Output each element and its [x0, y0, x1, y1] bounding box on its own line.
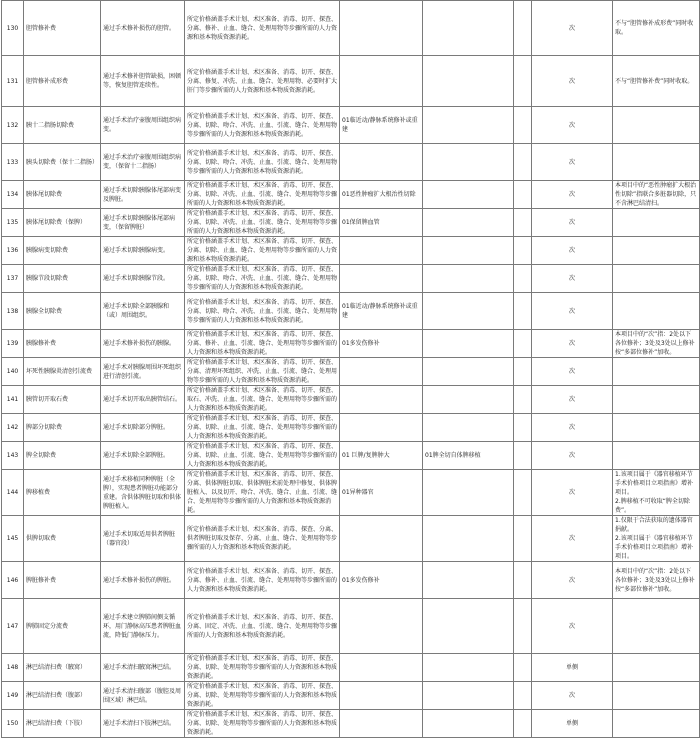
charge-unit: 次: [532, 330, 613, 358]
extension-item: [423, 414, 514, 442]
item-content: 所定价格涵盖手术计划、术区准备、消毒、切开、探查、分离、切除、止血、引流、缝合、处理用物等步骤所需的人力资源和基本物质资源消耗。: [185, 414, 340, 442]
item-note: [613, 386, 700, 414]
blank-cell: [514, 107, 532, 144]
item-description: 通过手术治疗壶腹周围组织病变，（保留十二指肠）: [101, 144, 185, 181]
item-description: 通过手术清扫下肢淋巴结。: [101, 710, 185, 738]
blank-cell: [514, 682, 532, 710]
table-row: [2, 470, 700, 516]
row-number: 143: [2, 442, 24, 470]
row-number: 130: [2, 1, 24, 56]
item-name: 坏死性胰腺炎清创引流费: [24, 358, 101, 386]
extension-item: 01脾全切自体脾移植: [423, 442, 514, 470]
item-note: [613, 654, 700, 682]
item-content: 所定价格涵盖手术计划、术区准备、消毒、切开、探查、分离、切除、处理用物等步骤所需的人力资源和基本物质资源消耗。: [185, 710, 340, 738]
base-surcharge: [340, 386, 423, 414]
extension-item: [423, 144, 514, 181]
charge-unit: 次: [532, 516, 613, 562]
row-number: 145: [2, 516, 24, 562]
item-name: 脾肺固定分流费: [24, 599, 101, 654]
charge-unit: 次: [532, 358, 613, 386]
item-name: 淋巴结清扫费（腹部）: [24, 682, 101, 710]
item-name: 胰管切开取石费: [24, 386, 101, 414]
base-surcharge: [340, 682, 423, 710]
row-number: 148: [2, 654, 24, 682]
base-surcharge: 01临近动/静脉系统修补或重建: [340, 107, 423, 144]
item-description: 通过手术建立脾肺间侧支循环，用门静脉高压患者脾脏血流，降低门静脉压力。: [101, 599, 185, 654]
blank-cell: [514, 330, 532, 358]
row-number: 142: [2, 414, 24, 442]
item-note: [613, 414, 700, 442]
item-content: 所定价格涵盖手术计划、术区准备、消毒、切开、探查、分离、切除、吻合、冲洗、止血、引流、缝合、处理用物等步骤所需的人力资源和基本物质资源消耗。: [185, 107, 340, 144]
base-surcharge: 01保留脾血管: [340, 209, 423, 237]
item-description: 通过手术切除胰腺节段。: [101, 265, 185, 293]
blank-cell: [514, 442, 532, 470]
item-description: 通过手术移植同种脾脏（全脾），实现患者脾脏功能部分重建。含供体脾脏切取和供体脾脏植入。: [101, 470, 185, 516]
item-content: 所定价格涵盖手术计划、术区准备、消毒、切开、探查、分离、切除、止血、缝合、处理用物等步骤所需的人力资源和基本物质资源消耗。: [185, 237, 340, 265]
charge-unit: 次: [532, 562, 613, 599]
item-content: 所定价格涵盖手术计划、术区准备、消毒、探查、分离、供者脾脏切取及保存、分离、止血、缝合、处理用物等步骤所需的人力资源和基本物质资源消耗。: [185, 516, 340, 562]
base-surcharge: [340, 265, 423, 293]
item-description: 通过手术切开取出胰管结石。: [101, 386, 185, 414]
item-note: [613, 209, 700, 237]
charge-unit: 次: [532, 470, 613, 516]
charge-unit: 次: [532, 237, 613, 265]
table-row: [2, 265, 700, 293]
charge-unit: 次: [532, 442, 613, 470]
base-surcharge: [340, 237, 423, 265]
extension-item: [423, 710, 514, 738]
table-row: [2, 330, 700, 358]
table-row: [2, 358, 700, 386]
extension-item: [423, 209, 514, 237]
row-number: 138: [2, 293, 24, 330]
item-name: 脾部分切除费: [24, 414, 101, 442]
item-description: 通过手术修补胆管缺损，困顿等，恢复胆管连续性。: [101, 56, 185, 107]
blank-cell: [514, 293, 532, 330]
base-surcharge: [340, 516, 423, 562]
row-number: 147: [2, 599, 24, 654]
item-content: 所定价格涵盖手术计划、术区准备、消毒、切开、探查、分离、切除、冲洗、止血、引流、缝合、处理用物等步骤所需的人力资源和基本物质资源消耗。: [185, 209, 340, 237]
extension-item: [423, 265, 514, 293]
row-number: 144: [2, 470, 24, 516]
row-number: 134: [2, 181, 24, 209]
base-surcharge: [340, 56, 423, 107]
table-row: [2, 237, 700, 265]
charge-unit: 单侧: [532, 654, 613, 682]
blank-cell: [514, 562, 532, 599]
item-description: 通过手术切除全部脾脏。: [101, 442, 185, 470]
table-row: [2, 56, 700, 107]
charge-unit: 单侧: [532, 710, 613, 738]
item-description: 通过手术修补损伤的胰腺。: [101, 330, 185, 358]
blank-cell: [514, 181, 532, 209]
item-name: 胰头切除费（保十二指肠）: [24, 144, 101, 181]
charge-unit: 次: [532, 599, 613, 654]
base-surcharge: [340, 358, 423, 386]
table-row: [2, 516, 700, 562]
item-content: 所定价格涵盖手术计划、术区准备、消毒、切开、探查、分离、切除、吻合、冲洗、止血、引流、缝合、处理用物等步骤所需的人力资源和基本物质资源消耗。: [185, 293, 340, 330]
extension-item: [423, 56, 514, 107]
blank-cell: [514, 144, 532, 181]
item-name: 淋巴结清扫费（下肢）: [24, 710, 101, 738]
base-surcharge: [340, 414, 423, 442]
charge-unit: 次: [532, 1, 613, 56]
extension-item: [423, 1, 514, 56]
table-row: [2, 654, 700, 682]
item-note: [613, 682, 700, 710]
blank-cell: [514, 265, 532, 293]
base-surcharge: [340, 654, 423, 682]
charge-unit: 次: [532, 181, 613, 209]
row-number: 132: [2, 107, 24, 144]
table-row: [2, 181, 700, 209]
item-name: 胰腺修补费: [24, 330, 101, 358]
blank-cell: [514, 386, 532, 414]
item-note: 本项目中的“次”指：2处以下各位修补；3处及3处以上修补按“多部位修补”加收。: [613, 562, 700, 599]
extension-item: [423, 386, 514, 414]
item-note: 1.该项目属于《器官移植环节手术价格项目立项指南》增补项目。 2.脾移植不可收取“脾全切除费”。: [613, 470, 700, 516]
row-number: 140: [2, 358, 24, 386]
charge-unit: 次: [532, 293, 613, 330]
row-number: 141: [2, 386, 24, 414]
item-name: 胆管修补费: [24, 1, 101, 56]
item-content: 所定价格涵盖手术计划、术区准备、消毒、切开、探查、分离、修补、止血、缝合、处理用物等步骤所需的人力资源和基本物质资源消耗。: [185, 1, 340, 56]
charge-unit: 次: [532, 209, 613, 237]
item-description: 通过手术对胰腺周围坏死组织进行清创引流。: [101, 358, 185, 386]
extension-item: [423, 107, 514, 144]
blank-cell: [514, 654, 532, 682]
item-content: 所定价格涵盖手术计划、术区准备、消毒、切开、探查、分离、固定、冲洗、止血、引流、缝合、处理用物等步骤所需的人力资源和基本物质资源消耗。: [185, 599, 340, 654]
item-name: 脾脏修补费: [24, 562, 101, 599]
charge-unit: 次: [532, 144, 613, 181]
item-name: 胰体尾切除费: [24, 181, 101, 209]
extension-item: [423, 237, 514, 265]
table-row: [2, 562, 700, 599]
item-description: 通过手术切除胰腺体尾部病变，（保留脾脏）: [101, 209, 185, 237]
item-note: [613, 358, 700, 386]
base-surcharge: [340, 599, 423, 654]
item-description: 通过手术修补损伤的脾脏。: [101, 562, 185, 599]
item-name: 胰十二指肠切除费: [24, 107, 101, 144]
item-description: 通过手术切除全部胰腺和（或）周围组织。: [101, 293, 185, 330]
item-note: [613, 442, 700, 470]
base-surcharge: 01多发伤修补: [340, 330, 423, 358]
base-surcharge: 01异种器官: [340, 470, 423, 516]
extension-item: [423, 654, 514, 682]
row-number: 139: [2, 330, 24, 358]
item-content: 所定价格涵盖手术计划、术区准备、消毒、切开、探查、分离、供体脾脏切取、供体脾脏术前处理中修复、供体脾脏植入、以及切开、吻合、冲洗、缝合、止血、引流、缝合、处理用物等步骤所需的人力资源和基本物质资源消耗。: [185, 470, 340, 516]
table-row: [2, 682, 700, 710]
item-note: [613, 265, 700, 293]
item-note: 1.仅限于合法获取的遗体器官捐献。 2.该项目属于《器官移植环节手术价格项目立项指南》增补项目。: [613, 516, 700, 562]
item-content: 所定价格涵盖手术计划、术区准备、消毒、切开、探查、分离、切除、冲洗、止血、引流、缝合、处理用物等步骤所需的人力资源和基本物质资源消耗。: [185, 181, 340, 209]
item-content: 所定价格涵盖手术计划、术区准备、消毒、切开、探查、分离、切除、处理用物等步骤所需的人力资源和基本物质资源消耗。: [185, 682, 340, 710]
item-name: 胆管修补成形费: [24, 56, 101, 107]
charge-unit: 次: [532, 386, 613, 414]
item-content: 所定价格涵盖手术计划、术区准备、消毒、切开、探查、分离、切除、处理用物等步骤所需的人力资源和基本物质资源消耗。: [185, 654, 340, 682]
item-note: [613, 237, 700, 265]
table-row: [2, 442, 700, 470]
table-row: [2, 1, 700, 56]
item-note: [613, 293, 700, 330]
item-content: 所定价格涵盖手术计划、术区准备、消毒、切开、探查、分离、切除、吻合、冲洗、止血、引流、缝合、处理用物等步骤所需的人力资源和基本物质资源消耗。: [185, 144, 340, 181]
table-row: [2, 293, 700, 330]
row-number: 136: [2, 237, 24, 265]
table-row: [2, 414, 700, 442]
base-surcharge: 01 巨脾/复脾肿大: [340, 442, 423, 470]
item-content: 所定价格涵盖手术计划、术区准备、消毒、切开、探查、分离、切除、止血、引流、缝合、处理用物等步骤所需的人力资源和基本物质资源消耗。: [185, 442, 340, 470]
extension-item: [423, 293, 514, 330]
base-surcharge: 01多发伤修补: [340, 562, 423, 599]
blank-cell: [514, 516, 532, 562]
extension-item: [423, 330, 514, 358]
item-description: 通过手术治疗壶腹周围组织病变。: [101, 107, 185, 144]
item-content: 所定价格涵盖手术计划、术区准备、消毒、切开、探查、分离、修补、止血、引流、缝合、处理用物等步骤所需的人力资源和基本物质资源消耗。: [185, 562, 340, 599]
item-description: 通过手术清扫腋窝淋巴结。: [101, 654, 185, 682]
row-number: 137: [2, 265, 24, 293]
item-note: 不与“胆管修补成形费”同时收取。: [613, 1, 700, 56]
blank-cell: [514, 358, 532, 386]
item-name: 胰腺节段切除费: [24, 265, 101, 293]
item-note: [613, 144, 700, 181]
blank-cell: [514, 56, 532, 107]
blank-cell: [514, 599, 532, 654]
charge-unit: 次: [532, 265, 613, 293]
extension-item: [423, 358, 514, 386]
base-surcharge: 01临近动/静脉系统修补或重建: [340, 293, 423, 330]
item-name: 脾移植费: [24, 470, 101, 516]
item-note: [613, 107, 700, 144]
table-row: [2, 209, 700, 237]
base-surcharge: [340, 144, 423, 181]
item-description: 通过手术切除胰腺体尾部病变及脾脏。: [101, 181, 185, 209]
charge-unit: 次: [532, 414, 613, 442]
item-note: [613, 710, 700, 738]
item-content: 所定价格涵盖手术计划、术区准备、消毒、切开、探查、分离、清理坏死组织、冲洗、止血、引流、缝合、处理用物等步骤所需的人力资源和基本物质资源消耗。: [185, 358, 340, 386]
table-row: [2, 107, 700, 144]
item-description: 通过手术切取适用供者脾脏（器官段）: [101, 516, 185, 562]
table-row: [2, 599, 700, 654]
charge-unit: 次: [532, 56, 613, 107]
table-row: [2, 386, 700, 414]
item-note: 本项目中的“恶性肿瘤扩大根治性切除”指联合多脏器切除，只不含淋巴结清扫。: [613, 181, 700, 209]
base-surcharge: [340, 1, 423, 56]
extension-item: [423, 599, 514, 654]
extension-item: [423, 516, 514, 562]
item-content: 所定价格涵盖手术计划、术区准备、消毒、切开、探查、分离、修复、冲洗、止血、缝合、处理用物、必要时扩大肝门等步骤所需的人力资源和基本物质资源消耗。: [185, 56, 340, 107]
blank-cell: [514, 209, 532, 237]
item-name: 胰体尾切除费（保脾）: [24, 209, 101, 237]
item-content: 所定价格涵盖手术计划、术区准备、消毒、切开、探查、取石、冲洗、止血、引流、缝合、处理用物等步骤所需的人力资源和基本物质资源消耗。: [185, 386, 340, 414]
item-name: 淋巴结清扫费（腋窝）: [24, 654, 101, 682]
table-row: [2, 710, 700, 738]
base-surcharge: 01恶性肿瘤扩大根治性切除: [340, 181, 423, 209]
item-name: 胰腺病变切除费: [24, 237, 101, 265]
item-note: [613, 599, 700, 654]
row-number: 149: [2, 682, 24, 710]
item-name: 胰腺全切除费: [24, 293, 101, 330]
charge-unit: 次: [532, 107, 613, 144]
row-number: 135: [2, 209, 24, 237]
blank-cell: [514, 1, 532, 56]
blank-cell: [514, 237, 532, 265]
item-note: 本项目中的“次”指：2处以下各位修补；3处及3处以上修补按“多部位修补”加收。: [613, 330, 700, 358]
item-description: 通过手术修补损伤的胆管。: [101, 1, 185, 56]
extension-item: [423, 470, 514, 516]
item-description: 通过手术清扫腹部（腹腔及周围区域）淋巴结。: [101, 682, 185, 710]
row-number: 133: [2, 144, 24, 181]
item-description: 通过手术切除胰腺病变。: [101, 237, 185, 265]
extension-item: [423, 181, 514, 209]
item-note: 不与“胆管修补费”同时收取。: [613, 56, 700, 107]
item-content: 所定价格涵盖手术计划、术区准备、消毒、切开、探查、分离、切除、吻合、冲洗、止血、引流、缝合、处理用物等步骤所需的人力资源和基本物质资源消耗。: [185, 265, 340, 293]
charge-unit: 次: [532, 682, 613, 710]
row-number: 150: [2, 710, 24, 738]
row-number: 146: [2, 562, 24, 599]
row-number: 131: [2, 56, 24, 107]
blank-cell: [514, 710, 532, 738]
table-body: [2, 1, 700, 738]
blank-cell: [514, 414, 532, 442]
blank-cell: [514, 470, 532, 516]
table-row: [2, 144, 700, 181]
fee-table: [1, 0, 700, 738]
item-description: 通过手术切除部分脾脏。: [101, 414, 185, 442]
extension-item: [423, 562, 514, 599]
extension-item: [423, 682, 514, 710]
item-name: 脾全切除费: [24, 442, 101, 470]
base-surcharge: [340, 710, 423, 738]
item-content: 所定价格涵盖手术计划、术区准备、消毒、切开、探查、分离、修补、止血、引流、缝合、处理用物等步骤所需的人力资源和基本物质资源消耗。: [185, 330, 340, 358]
item-name: 供脾切取费: [24, 516, 101, 562]
